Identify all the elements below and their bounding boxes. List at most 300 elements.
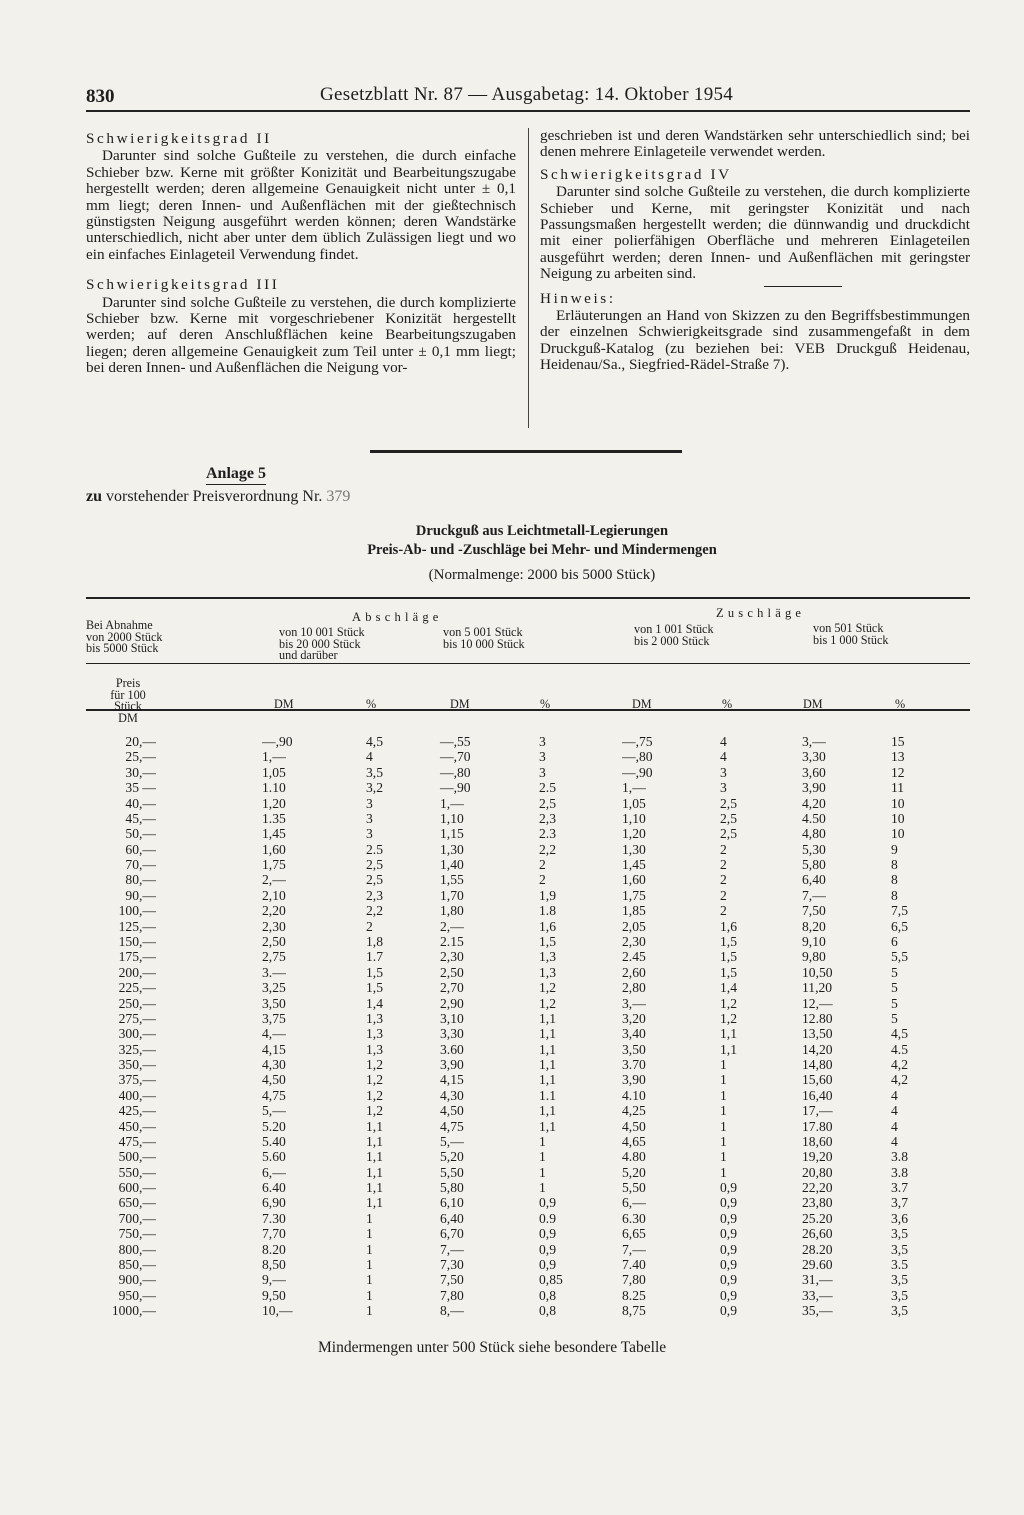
cell-price: 350,— xyxy=(118,1057,156,1072)
cell-abschlag-5001-pct: 0,9 xyxy=(539,1241,556,1257)
right-column xyxy=(540,128,970,374)
annex-ref-number: 379 xyxy=(326,488,351,505)
cell-zuschlag-1001-pct: 0,9 xyxy=(720,1241,737,1257)
cell-price: 150,— xyxy=(118,933,156,949)
cell-abschlag-5001-dm: 2,30 xyxy=(440,949,464,965)
cell-abschlag-5001-dm: 1,— xyxy=(440,795,464,811)
cell-zuschlag-501-dm: 26,60 xyxy=(802,1226,833,1242)
cell-zuschlag-1001-dm: 4,50 xyxy=(622,1118,646,1134)
cell-zuschlag-1001-pct: 0,9 xyxy=(720,1226,737,1242)
cell-price: 45,— xyxy=(125,810,156,826)
cell-zuschlag-1001-pct: 2,5 xyxy=(720,810,737,826)
cell-zuschlag-1001-dm: 5,20 xyxy=(622,1164,646,1180)
cell-abschlag-10001-dm: 4,— xyxy=(262,1026,286,1042)
cell-zuschlag-501-pct: 10 xyxy=(891,826,905,842)
cell-abschlag-5001-dm: 5,— xyxy=(440,1133,464,1149)
cell-zuschlag-501-pct: 5 xyxy=(891,1010,898,1026)
cell-abschlag-10001-pct: 2,5 xyxy=(366,857,383,872)
cell-zuschlag-501-pct: 3,5 xyxy=(891,1241,908,1257)
cell-abschlag-5001-dm: 5,50 xyxy=(440,1164,464,1180)
cell-zuschlag-1001-pct: 2 xyxy=(720,841,727,857)
unit-dm-a1: DM xyxy=(274,697,294,711)
cell-zuschlag-1001-pct: 0,9 xyxy=(720,1287,737,1303)
page-number: 830 xyxy=(86,86,115,107)
cell-abschlag-10001-pct: 1,8 xyxy=(366,933,383,949)
cell-zuschlag-1001-dm: 4.80 xyxy=(622,1149,646,1165)
cell-abschlag-10001-dm: 8.20 xyxy=(262,1241,286,1257)
cell-price: 850,— xyxy=(118,1256,156,1272)
cell-zuschlag-501-dm: 28.20 xyxy=(802,1241,833,1257)
cell-price: 60,— xyxy=(125,841,156,857)
cell-abschlag-5001-dm: 3.60 xyxy=(440,1041,464,1057)
cell-abschlag-5001-dm: —,80 xyxy=(440,764,471,780)
header-rule xyxy=(86,110,970,112)
cell-abschlag-5001-dm: 3,30 xyxy=(440,1026,464,1042)
cell-abschlag-10001-pct: 1.7 xyxy=(366,949,383,965)
cell-zuschlag-501-pct: 3,5 xyxy=(891,1272,908,1288)
cell-abschlag-10001-pct: 3 xyxy=(366,810,373,826)
cell-zuschlag-501-pct: 5 xyxy=(891,980,898,996)
cell-abschlag-10001-dm: 5,— xyxy=(262,1103,286,1119)
cell-abschlag-10001-dm: 6,— xyxy=(262,1164,286,1180)
cell-abschlag-10001-dm: 3,75 xyxy=(262,1010,286,1026)
cell-price: 375,— xyxy=(118,1072,156,1088)
cell-zuschlag-1001-pct: 2 xyxy=(720,872,727,888)
cell-zuschlag-501-dm: 4.50 xyxy=(802,810,826,826)
cell-zuschlag-501-dm: 35,— xyxy=(802,1303,833,1319)
cell-price: 250,— xyxy=(118,995,156,1011)
cell-abschlag-5001-dm: 5,20 xyxy=(440,1149,464,1165)
cell-zuschlag-501-dm: 12,— xyxy=(802,995,833,1011)
cell-abschlag-5001-pct: 3 xyxy=(539,749,546,765)
cell-abschlag-10001-dm: 5.20 xyxy=(262,1118,286,1134)
cell-price: 700,— xyxy=(118,1210,156,1226)
left-column xyxy=(86,131,516,377)
cell-abschlag-10001-dm: 6.40 xyxy=(262,1180,286,1195)
cell-abschlag-10001-pct: 1 xyxy=(366,1287,373,1303)
cell-price: 800,— xyxy=(118,1241,156,1257)
cell-abschlag-5001-pct: 1,3 xyxy=(539,964,556,980)
cell-abschlag-5001-pct: 1,5 xyxy=(539,933,556,949)
unit-pct-z2: % xyxy=(895,697,906,711)
cell-zuschlag-501-dm: 5,80 xyxy=(802,857,826,872)
cell-zuschlag-1001-pct: 1,2 xyxy=(720,995,737,1011)
cell-zuschlag-1001-dm: 1,60 xyxy=(622,872,646,888)
cell-price: 475,— xyxy=(118,1133,156,1149)
cell-price: 225,— xyxy=(118,980,156,996)
cell-zuschlag-501-pct: 3,5 xyxy=(891,1287,908,1303)
cell-abschlag-5001-pct: 0,85 xyxy=(539,1272,563,1288)
cell-zuschlag-501-dm: 4,20 xyxy=(802,795,826,811)
cell-zuschlag-1001-dm: 3.70 xyxy=(622,1057,646,1072)
cell-abschlag-5001-dm: 6,40 xyxy=(440,1210,464,1226)
cell-zuschlag-501-dm: 16,40 xyxy=(802,1087,833,1103)
table-normal-quantity: (Normalmenge: 2000 bis 5000 Stück) xyxy=(428,567,656,583)
table-mid-rule xyxy=(86,663,970,664)
cell-zuschlag-501-dm: 7,50 xyxy=(802,903,826,919)
grade4-text: Darunter sind solche Gußteile zu verstehen, die durch komplizierte Schieber und Kerne, mit geringster Konizität und nach Passungsmaßen hergestellt werden; die dünnwandig und druckdicht mit einer polierfähigen Oberfläche und mehreren Einlageteilen ausgeführt werden; deren Innen- und Außenflächen mit geringster Neigung zu arbeiten sind. xyxy=(540,183,970,283)
cell-abschlag-5001-pct: 1,6 xyxy=(539,918,556,934)
cell-zuschlag-1001-dm: 2,80 xyxy=(622,980,646,996)
cell-price: 25,— xyxy=(125,749,156,765)
cell-abschlag-5001-dm: 8,— xyxy=(440,1303,464,1319)
section-separator xyxy=(370,450,682,453)
cell-zuschlag-501-pct: 3.5 xyxy=(891,1256,908,1272)
cell-abschlag-5001-pct: 1 xyxy=(539,1133,546,1149)
cell-abschlag-5001-dm: 1,40 xyxy=(440,857,464,872)
cell-abschlag-5001-dm: 1,70 xyxy=(440,887,464,903)
cell-zuschlag-501-pct: 7,5 xyxy=(891,903,908,919)
cell-zuschlag-501-pct: 6 xyxy=(891,933,898,949)
cell-zuschlag-1001-dm: 7.40 xyxy=(622,1256,646,1272)
cell-abschlag-10001-dm: 1.10 xyxy=(262,780,286,796)
cell-zuschlag-1001-pct: 2 xyxy=(720,857,727,872)
cell-zuschlag-1001-dm: 3,50 xyxy=(622,1041,646,1057)
cell-abschlag-5001-dm: 2,70 xyxy=(440,980,464,996)
cell-price: 750,— xyxy=(118,1226,156,1242)
cell-abschlag-5001-pct: 1,2 xyxy=(539,995,556,1011)
cell-price: 300,— xyxy=(118,1026,156,1042)
cell-abschlag-10001-pct: 1,2 xyxy=(366,1072,383,1088)
header-abschlag-5001: von 5 001 Stück bis 10 000 Stück xyxy=(443,625,525,651)
cell-abschlag-10001-pct: 3,5 xyxy=(366,764,383,780)
cell-zuschlag-501-pct: 4.5 xyxy=(891,1041,908,1057)
cell-zuschlag-501-pct: 4 xyxy=(891,1133,898,1149)
cell-zuschlag-1001-dm: 7,80 xyxy=(622,1272,646,1288)
cell-zuschlag-1001-pct: 4 xyxy=(720,749,727,765)
cell-zuschlag-1001-pct: 2 xyxy=(720,887,727,903)
cell-abschlag-10001-dm: 5.40 xyxy=(262,1133,286,1149)
cell-price: 425,— xyxy=(118,1103,156,1119)
cell-zuschlag-1001-pct: 1 xyxy=(720,1103,727,1119)
cell-price: 1000,— xyxy=(111,1303,156,1319)
cell-abschlag-10001-dm: 9,— xyxy=(262,1272,286,1288)
cell-zuschlag-501-pct: 12 xyxy=(891,764,905,780)
cell-zuschlag-501-pct: 5 xyxy=(891,995,898,1011)
gazette-title: Gesetzblatt Nr. 87 — Ausgabetag: 14. Oktober 1954 xyxy=(320,84,734,105)
cell-zuschlag-501-pct: 4,2 xyxy=(891,1072,908,1088)
short-rule xyxy=(764,286,842,287)
cell-abschlag-10001-pct: 1,1 xyxy=(366,1195,383,1211)
cell-zuschlag-1001-dm: 2.45 xyxy=(622,949,646,965)
cell-zuschlag-1001-pct: 1,5 xyxy=(720,949,737,965)
cell-price: 100,— xyxy=(118,903,156,919)
cell-zuschlag-1001-dm: 1,05 xyxy=(622,795,646,811)
cell-zuschlag-1001-dm: 5,50 xyxy=(622,1180,646,1195)
annex-reference xyxy=(86,488,350,506)
grade2-heading: Schwierigkeitsgrad II xyxy=(86,130,272,147)
table-top-rule xyxy=(86,597,970,599)
cell-price: 550,— xyxy=(118,1164,156,1180)
cell-zuschlag-1001-dm: 7,— xyxy=(622,1241,646,1257)
cell-abschlag-5001-dm: 4,75 xyxy=(440,1118,464,1134)
note-heading: Hinweis: xyxy=(540,289,616,307)
cell-abschlag-5001-pct: 2 xyxy=(539,857,546,872)
cell-zuschlag-1001-dm: 3,40 xyxy=(622,1026,646,1042)
cell-abschlag-5001-pct: 1,1 xyxy=(539,1103,556,1119)
cell-abschlag-10001-dm: 10,— xyxy=(262,1303,293,1319)
cell-zuschlag-1001-dm: 4,25 xyxy=(622,1103,646,1119)
cell-zuschlag-1001-pct: 1,5 xyxy=(720,933,737,949)
cell-price: 450,— xyxy=(118,1118,156,1134)
cell-zuschlag-1001-dm: 8.25 xyxy=(622,1287,646,1303)
cell-zuschlag-1001-pct: 1,1 xyxy=(720,1026,737,1042)
cell-zuschlag-1001-pct: 2,5 xyxy=(720,826,737,842)
cell-abschlag-10001-dm: 4,50 xyxy=(262,1072,286,1088)
grade3-text: Darunter sind solche Gußteile zu verstehen, die durch komplizierte Schieber bzw. Kerne mit vorgeschriebener Konizität hergestellt werden; auf deren Anschlußflächen keine Bearbeitungszugaben liegen; deren allgemeine Genauigkeit zum Teil unter ± 0,1 mm liegt; bei deren Innen- und Außenflächen die Neigung vor- xyxy=(86,293,516,377)
continuation-text: geschrieben ist und deren Wandstärken sehr unterschiedlich sind; bei denen mehrere Einlageteile verwendet werden. xyxy=(540,127,970,161)
cell-abschlag-5001-dm: 2.15 xyxy=(440,933,464,949)
cell-abschlag-10001-pct: 1 xyxy=(366,1226,373,1242)
cell-zuschlag-501-pct: 4,5 xyxy=(891,1026,908,1042)
cell-zuschlag-1001-pct: 1 xyxy=(720,1087,727,1103)
annex-ref-text: vorstehender Preisverordnung Nr. xyxy=(102,488,327,505)
cell-zuschlag-501-dm: 23,80 xyxy=(802,1195,833,1211)
cell-abschlag-10001-dm: 1,45 xyxy=(262,826,286,842)
cell-zuschlag-501-dm: 25.20 xyxy=(802,1210,833,1226)
cell-abschlag-10001-dm: 4,75 xyxy=(262,1087,286,1103)
header-zuschlaege: Zuschläge xyxy=(716,606,806,620)
cell-abschlag-5001-dm: 1,55 xyxy=(440,872,464,888)
cell-abschlag-10001-pct: 1,3 xyxy=(366,1026,383,1042)
cell-zuschlag-501-dm: 3,60 xyxy=(802,764,826,780)
cell-price: 70,— xyxy=(125,857,156,872)
cell-zuschlag-1001-dm: 3,20 xyxy=(622,1010,646,1026)
cell-abschlag-10001-pct: 1,2 xyxy=(366,1087,383,1103)
unit-pct-z1: % xyxy=(722,697,733,711)
cell-price: 325,— xyxy=(118,1041,156,1057)
cell-zuschlag-1001-dm: —,90 xyxy=(622,764,653,780)
cell-abschlag-5001-dm: 1,80 xyxy=(440,903,464,919)
cell-zuschlag-501-pct: 3.7 xyxy=(891,1180,908,1195)
cell-abschlag-5001-dm: 7,80 xyxy=(440,1287,464,1303)
cell-abschlag-5001-dm: 7,— xyxy=(440,1241,464,1257)
cell-abschlag-5001-pct: 0,8 xyxy=(539,1287,556,1303)
cell-abschlag-10001-dm: 2,50 xyxy=(262,933,286,949)
cell-abschlag-5001-pct: 1 xyxy=(539,1164,546,1180)
cell-abschlag-10001-pct: 3 xyxy=(366,795,373,811)
cell-zuschlag-1001-pct: 4 xyxy=(720,734,727,749)
cell-zuschlag-1001-dm: 4,65 xyxy=(622,1133,646,1149)
cell-zuschlag-501-pct: 11 xyxy=(891,780,905,796)
cell-abschlag-5001-pct: 3 xyxy=(539,764,546,780)
cell-price: 900,— xyxy=(118,1272,156,1288)
cell-abschlag-10001-pct: 1,4 xyxy=(366,995,383,1011)
cell-abschlag-10001-pct: 1,1 xyxy=(366,1118,383,1134)
cell-abschlag-10001-dm: 9,50 xyxy=(262,1287,286,1303)
cell-zuschlag-501-pct: 3.8 xyxy=(891,1149,908,1165)
cell-zuschlag-1001-dm: 6,65 xyxy=(622,1226,646,1242)
cell-abschlag-10001-dm: 2,75 xyxy=(262,949,286,965)
cell-zuschlag-501-dm: 9,10 xyxy=(802,933,826,949)
cell-zuschlag-501-dm: 4,80 xyxy=(802,826,826,842)
cell-abschlag-5001-pct: 1.1 xyxy=(539,1087,556,1103)
cell-zuschlag-1001-pct: 1 xyxy=(720,1072,727,1088)
cell-zuschlag-501-dm: 10,50 xyxy=(802,964,833,980)
cell-abschlag-10001-dm: 4,30 xyxy=(262,1057,286,1072)
cell-abschlag-5001-pct: 1,1 xyxy=(539,1072,556,1088)
cell-abschlag-5001-pct: 1,1 xyxy=(539,1010,556,1026)
cell-zuschlag-1001-dm: 1,— xyxy=(622,780,646,796)
cell-abschlag-10001-pct: 2,5 xyxy=(366,872,383,888)
cell-zuschlag-501-dm: 5,30 xyxy=(802,841,826,857)
cell-abschlag-5001-pct: 1,3 xyxy=(539,949,556,965)
cell-zuschlag-1001-dm: 3,— xyxy=(622,995,646,1011)
cell-zuschlag-1001-pct: 0,9 xyxy=(720,1210,737,1226)
table-footer-note: Mindermengen unter 500 Stück siehe besondere Tabelle xyxy=(318,1339,667,1356)
annex-label: Anlage 5 xyxy=(206,465,266,485)
cell-zuschlag-501-dm: 3,90 xyxy=(802,780,826,796)
cell-abschlag-10001-dm: 3.— xyxy=(262,964,286,980)
cell-zuschlag-1001-pct: 3 xyxy=(720,780,727,796)
cell-abschlag-10001-pct: 4 xyxy=(366,749,373,765)
cell-abschlag-10001-pct: 1 xyxy=(366,1303,373,1319)
grade2-text: Darunter sind solche Gußteile zu verstehen, die durch einfache Schieber bzw. Kerne mit größter Konizität und Bearbeitungszugabe hergestellt werden; deren allgemeine Genauigkeit nicht unter ± 0,1 mm liegt; deren Innen- und Außenflächen mit der gießtechnisch günstigsten Neigung ausgeführt werden können; deren Wandstärke unterschiedlich, nicht aber unter dem üblich Zulässigen liegt und wo ein einfaches Einlageteil Verwendung findet. xyxy=(86,147,516,263)
cell-price: 90,— xyxy=(125,887,156,903)
cell-abschlag-10001-pct: 3 xyxy=(366,826,373,842)
cell-abschlag-10001-dm: 2,30 xyxy=(262,918,286,934)
cell-zuschlag-501-dm: 8,20 xyxy=(802,918,826,934)
cell-abschlag-10001-pct: 1,2 xyxy=(366,1057,383,1072)
cell-zuschlag-501-dm: 14,80 xyxy=(802,1057,833,1072)
cell-abschlag-10001-pct: 1,3 xyxy=(366,1010,383,1026)
cell-price: 20,— xyxy=(125,734,156,749)
cell-zuschlag-501-dm: 13,50 xyxy=(802,1026,833,1042)
cell-abschlag-10001-pct: 1,5 xyxy=(366,964,383,980)
cell-abschlag-5001-dm: —,55 xyxy=(440,734,471,749)
header-abschlaege: Abschläge xyxy=(352,610,443,624)
cell-abschlag-10001-dm: 1,05 xyxy=(262,764,286,780)
cell-zuschlag-501-pct: 3,5 xyxy=(891,1226,908,1242)
cell-zuschlag-501-dm: 33,— xyxy=(802,1287,833,1303)
cell-zuschlag-501-pct: 3,5 xyxy=(891,1303,908,1319)
cell-abschlag-5001-pct: 1,1 xyxy=(539,1057,556,1072)
cell-abschlag-5001-pct: 0,9 xyxy=(539,1256,556,1272)
cell-abschlag-10001-dm: 1,75 xyxy=(262,857,286,872)
cell-zuschlag-501-dm: 19,20 xyxy=(802,1149,833,1165)
cell-price: 30,— xyxy=(125,764,156,780)
cell-zuschlag-501-dm: 17,— xyxy=(802,1103,833,1119)
table-header-rule xyxy=(86,709,970,711)
cell-zuschlag-501-dm: 29.60 xyxy=(802,1256,833,1272)
cell-zuschlag-501-pct: 4,2 xyxy=(891,1057,908,1072)
cell-abschlag-10001-pct: 2,2 xyxy=(366,903,383,919)
header-preis: Preis für 100 Stück DM xyxy=(110,676,146,725)
cell-abschlag-5001-dm: 6,70 xyxy=(440,1226,464,1242)
cell-abschlag-5001-pct: 2,2 xyxy=(539,841,556,857)
cell-zuschlag-1001-pct: 1,5 xyxy=(720,964,737,980)
cell-zuschlag-501-dm: 11,20 xyxy=(802,980,833,996)
cell-abschlag-10001-dm: —,90 xyxy=(262,734,293,749)
cell-abschlag-5001-pct: 2 xyxy=(539,872,546,888)
cell-abschlag-10001-pct: 1 xyxy=(366,1272,373,1288)
cell-price: 400,— xyxy=(118,1087,156,1103)
cell-price: 600,— xyxy=(118,1180,156,1195)
cell-zuschlag-501-pct: 4 xyxy=(891,1103,898,1119)
cell-zuschlag-501-dm: 6,40 xyxy=(802,872,826,888)
cell-zuschlag-501-pct: 13 xyxy=(891,749,905,765)
cell-abschlag-5001-dm: 6,10 xyxy=(440,1195,464,1211)
cell-price: 125,— xyxy=(118,918,156,934)
cell-abschlag-5001-dm: —,90 xyxy=(440,780,471,796)
cell-abschlag-5001-pct: 1.8 xyxy=(539,903,556,919)
cell-abschlag-5001-dm: 1,10 xyxy=(440,810,464,826)
cell-zuschlag-1001-dm: 1,20 xyxy=(622,826,646,842)
cell-zuschlag-501-pct: 8 xyxy=(891,872,898,888)
cell-zuschlag-1001-pct: 1,2 xyxy=(720,1010,737,1026)
cell-zuschlag-1001-pct: 1 xyxy=(720,1149,727,1165)
cell-abschlag-5001-dm: 7,30 xyxy=(440,1256,464,1272)
unit-pct-a1: % xyxy=(366,697,377,711)
cell-zuschlag-1001-dm: 1,85 xyxy=(622,903,646,919)
cell-abschlag-5001-dm: 1,15 xyxy=(440,826,464,842)
cell-zuschlag-501-pct: 10 xyxy=(891,795,905,811)
cell-zuschlag-1001-pct: 0,9 xyxy=(720,1180,737,1195)
cell-zuschlag-501-pct: 3.8 xyxy=(891,1164,908,1180)
cell-price: 950,— xyxy=(118,1287,156,1303)
table-title: Druckguß aus Leichtmetall-Legierungen xyxy=(415,523,669,539)
cell-zuschlag-1001-pct: 1 xyxy=(720,1133,727,1149)
cell-abschlag-5001-pct: 0,9 xyxy=(539,1226,556,1242)
cell-abschlag-5001-dm: 2,— xyxy=(440,918,464,934)
cell-abschlag-10001-dm: 1.35 xyxy=(262,810,286,826)
cell-abschlag-5001-pct: 1,9 xyxy=(539,887,556,903)
cell-abschlag-5001-pct: 1 xyxy=(539,1180,546,1195)
cell-zuschlag-1001-dm: —,75 xyxy=(622,734,653,749)
cell-abschlag-5001-pct: 2,5 xyxy=(539,795,556,811)
cell-abschlag-10001-pct: 1,1 xyxy=(366,1180,383,1195)
cell-abschlag-10001-dm: 4,15 xyxy=(262,1041,286,1057)
cell-abschlag-10001-pct: 1,1 xyxy=(366,1149,383,1165)
cell-zuschlag-501-pct: 15 xyxy=(891,734,905,749)
cell-zuschlag-501-pct: 8 xyxy=(891,887,898,903)
cell-zuschlag-501-dm: 20,80 xyxy=(802,1164,833,1180)
grade3-heading: Schwierigkeitsgrad III xyxy=(86,276,280,294)
cell-abschlag-10001-pct: 1,1 xyxy=(366,1133,383,1149)
cell-price: 80,— xyxy=(125,872,156,888)
cell-abschlag-10001-pct: 1 xyxy=(366,1210,373,1226)
cell-abschlag-10001-pct: 1 xyxy=(366,1241,373,1257)
cell-price: 650,— xyxy=(118,1195,156,1211)
table-subtitle: Preis-Ab- und -Zuschläge bei Mehr- und Mindermengen xyxy=(367,542,717,558)
cell-zuschlag-1001-pct: 2 xyxy=(720,903,727,919)
cell-zuschlag-501-pct: 5,5 xyxy=(891,949,908,965)
cell-abschlag-5001-pct: 1,1 xyxy=(539,1026,556,1042)
cell-zuschlag-1001-dm: 6.30 xyxy=(622,1210,646,1226)
cell-abschlag-10001-dm: 2,— xyxy=(262,872,286,888)
cell-zuschlag-501-pct: 6,5 xyxy=(891,918,908,934)
cell-zuschlag-501-pct: 5 xyxy=(891,964,898,980)
cell-price: 35 — xyxy=(125,780,156,796)
cell-abschlag-10001-dm: 3,25 xyxy=(262,980,286,996)
cell-abschlag-10001-dm: 6,90 xyxy=(262,1195,286,1211)
header-zuschlag-501: von 501 Stück bis 1 000 Stück xyxy=(813,621,889,647)
cell-abschlag-10001-dm: 1,20 xyxy=(262,795,286,811)
note-text: Erläuterungen an Hand von Skizzen zu den Begriffsbestimmungen der einzelnen Schwierigkeitsgrade sind zusammengefaßt in dem Druckguß-Katalog (zu beziehen bei: VEB Druckguß Heidenau, Heidenau/Sa., Siegfried-Rädel-Straße 7). xyxy=(540,307,970,374)
cell-price: 500,— xyxy=(118,1149,156,1165)
cell-zuschlag-1001-dm: 3,90 xyxy=(622,1072,646,1088)
header-abschlag-10001: von 10 001 Stück bis 20 000 Stück und darüber xyxy=(279,625,365,663)
cell-zuschlag-501-dm: 31,— xyxy=(802,1272,833,1288)
cell-zuschlag-1001-pct: 0,9 xyxy=(720,1195,737,1211)
cell-zuschlag-1001-pct: 2,5 xyxy=(720,795,737,811)
annex-ref-prefix: zu xyxy=(86,488,102,505)
unit-pct-a2: % xyxy=(540,697,551,711)
unit-dm-z1: DM xyxy=(632,697,652,711)
cell-zuschlag-1001-dm: —,80 xyxy=(622,749,653,765)
cell-price: 40,— xyxy=(125,795,156,811)
cell-abschlag-5001-pct: 0,9 xyxy=(539,1195,556,1211)
